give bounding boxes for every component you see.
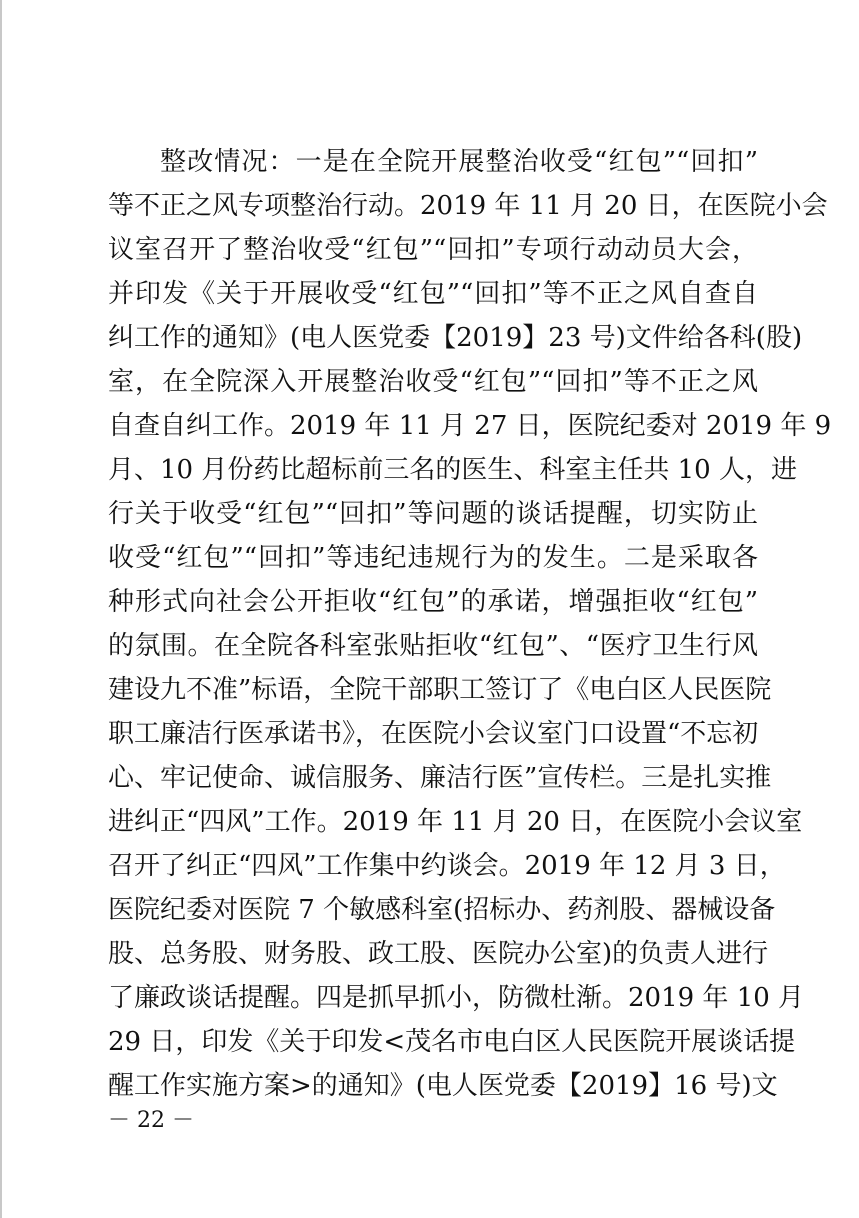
text-line: 整改情况：一是在全院开展整治收受“红包”“回扣” — [160, 147, 758, 177]
text-line: 建设九不准”标语，全院干部职工签订了《电白区人民医院 — [108, 675, 772, 705]
text-line: 进纠正“四风”工作。2019 年 11 月 20 日，在医院小会议室 — [108, 807, 803, 837]
text-line: 医院纪委对医院 7 个敏感科室(招标办、药剂股、器械设备 — [108, 895, 776, 925]
text-line: 室，在全院深入开展整治收受“红包”“回扣”等不正之风 — [108, 367, 758, 397]
text-line: 议室召开了整治收受“红包”“回扣”专项行动动员大会， — [108, 235, 758, 265]
text-line: 月、10 月份药比超标前三名的医生、科室主任共 10 人，进 — [108, 455, 797, 485]
text-line: 并印发《关于开展收受“红包”“回扣”等不正之风自查自 — [108, 279, 758, 309]
page-number: － 22 － — [108, 1108, 194, 1133]
text-line: 29 日，印发《关于印发<茂名市电白区人民医院开展谈话提 — [108, 1027, 796, 1057]
text-line: 了廉政谈话提醒。四是抓早抓小，防微杜渐。2019 年 10 月 — [108, 983, 805, 1013]
text-line: 自查自纠工作。2019 年 11 月 27 日，医院纪委对 2019 年 9 — [108, 411, 832, 441]
text-line: 收受“红包”“回扣”等违纪违规行为的发生。二是采取各 — [108, 543, 758, 573]
text-line: 召开了纠正“四风”工作集中约谈会。2019 年 12 月 3 日， — [108, 851, 786, 881]
text-line: 心、牢记使命、诚信服务、廉洁行医”宣传栏。三是扎实推 — [108, 763, 772, 793]
text-line: 股、总务股、财务股、政工股、医院办公室)的负责人进行 — [108, 939, 769, 969]
text-line: 行关于收受“红包”“回扣”等问题的谈话提醒，切实防止 — [108, 499, 758, 529]
text-line: 纠工作的通知》(电人医党委【2019】23 号)文件给各科(股) — [108, 323, 803, 353]
text-line: 醒工作实施方案>的通知》(电人医党委【2019】16 号)文 — [108, 1071, 778, 1101]
text-line: 等不正之风专项整治行动。2019 年 11 月 20 日，在医院小会 — [108, 191, 828, 221]
text-line: 的氛围。在全院各科室张贴拒收“红包”、“医疗卫生行风 — [108, 631, 758, 661]
text-line: 种形式向社会公开拒收“红包”的承诺，增强拒收“红包” — [108, 587, 758, 617]
text-line: 职工廉洁行医承诺书》，在医院小会议室门口设置“不忘初 — [108, 719, 759, 749]
page-left-edge — [0, 0, 2, 1218]
body-paragraph — [108, 140, 832, 1108]
